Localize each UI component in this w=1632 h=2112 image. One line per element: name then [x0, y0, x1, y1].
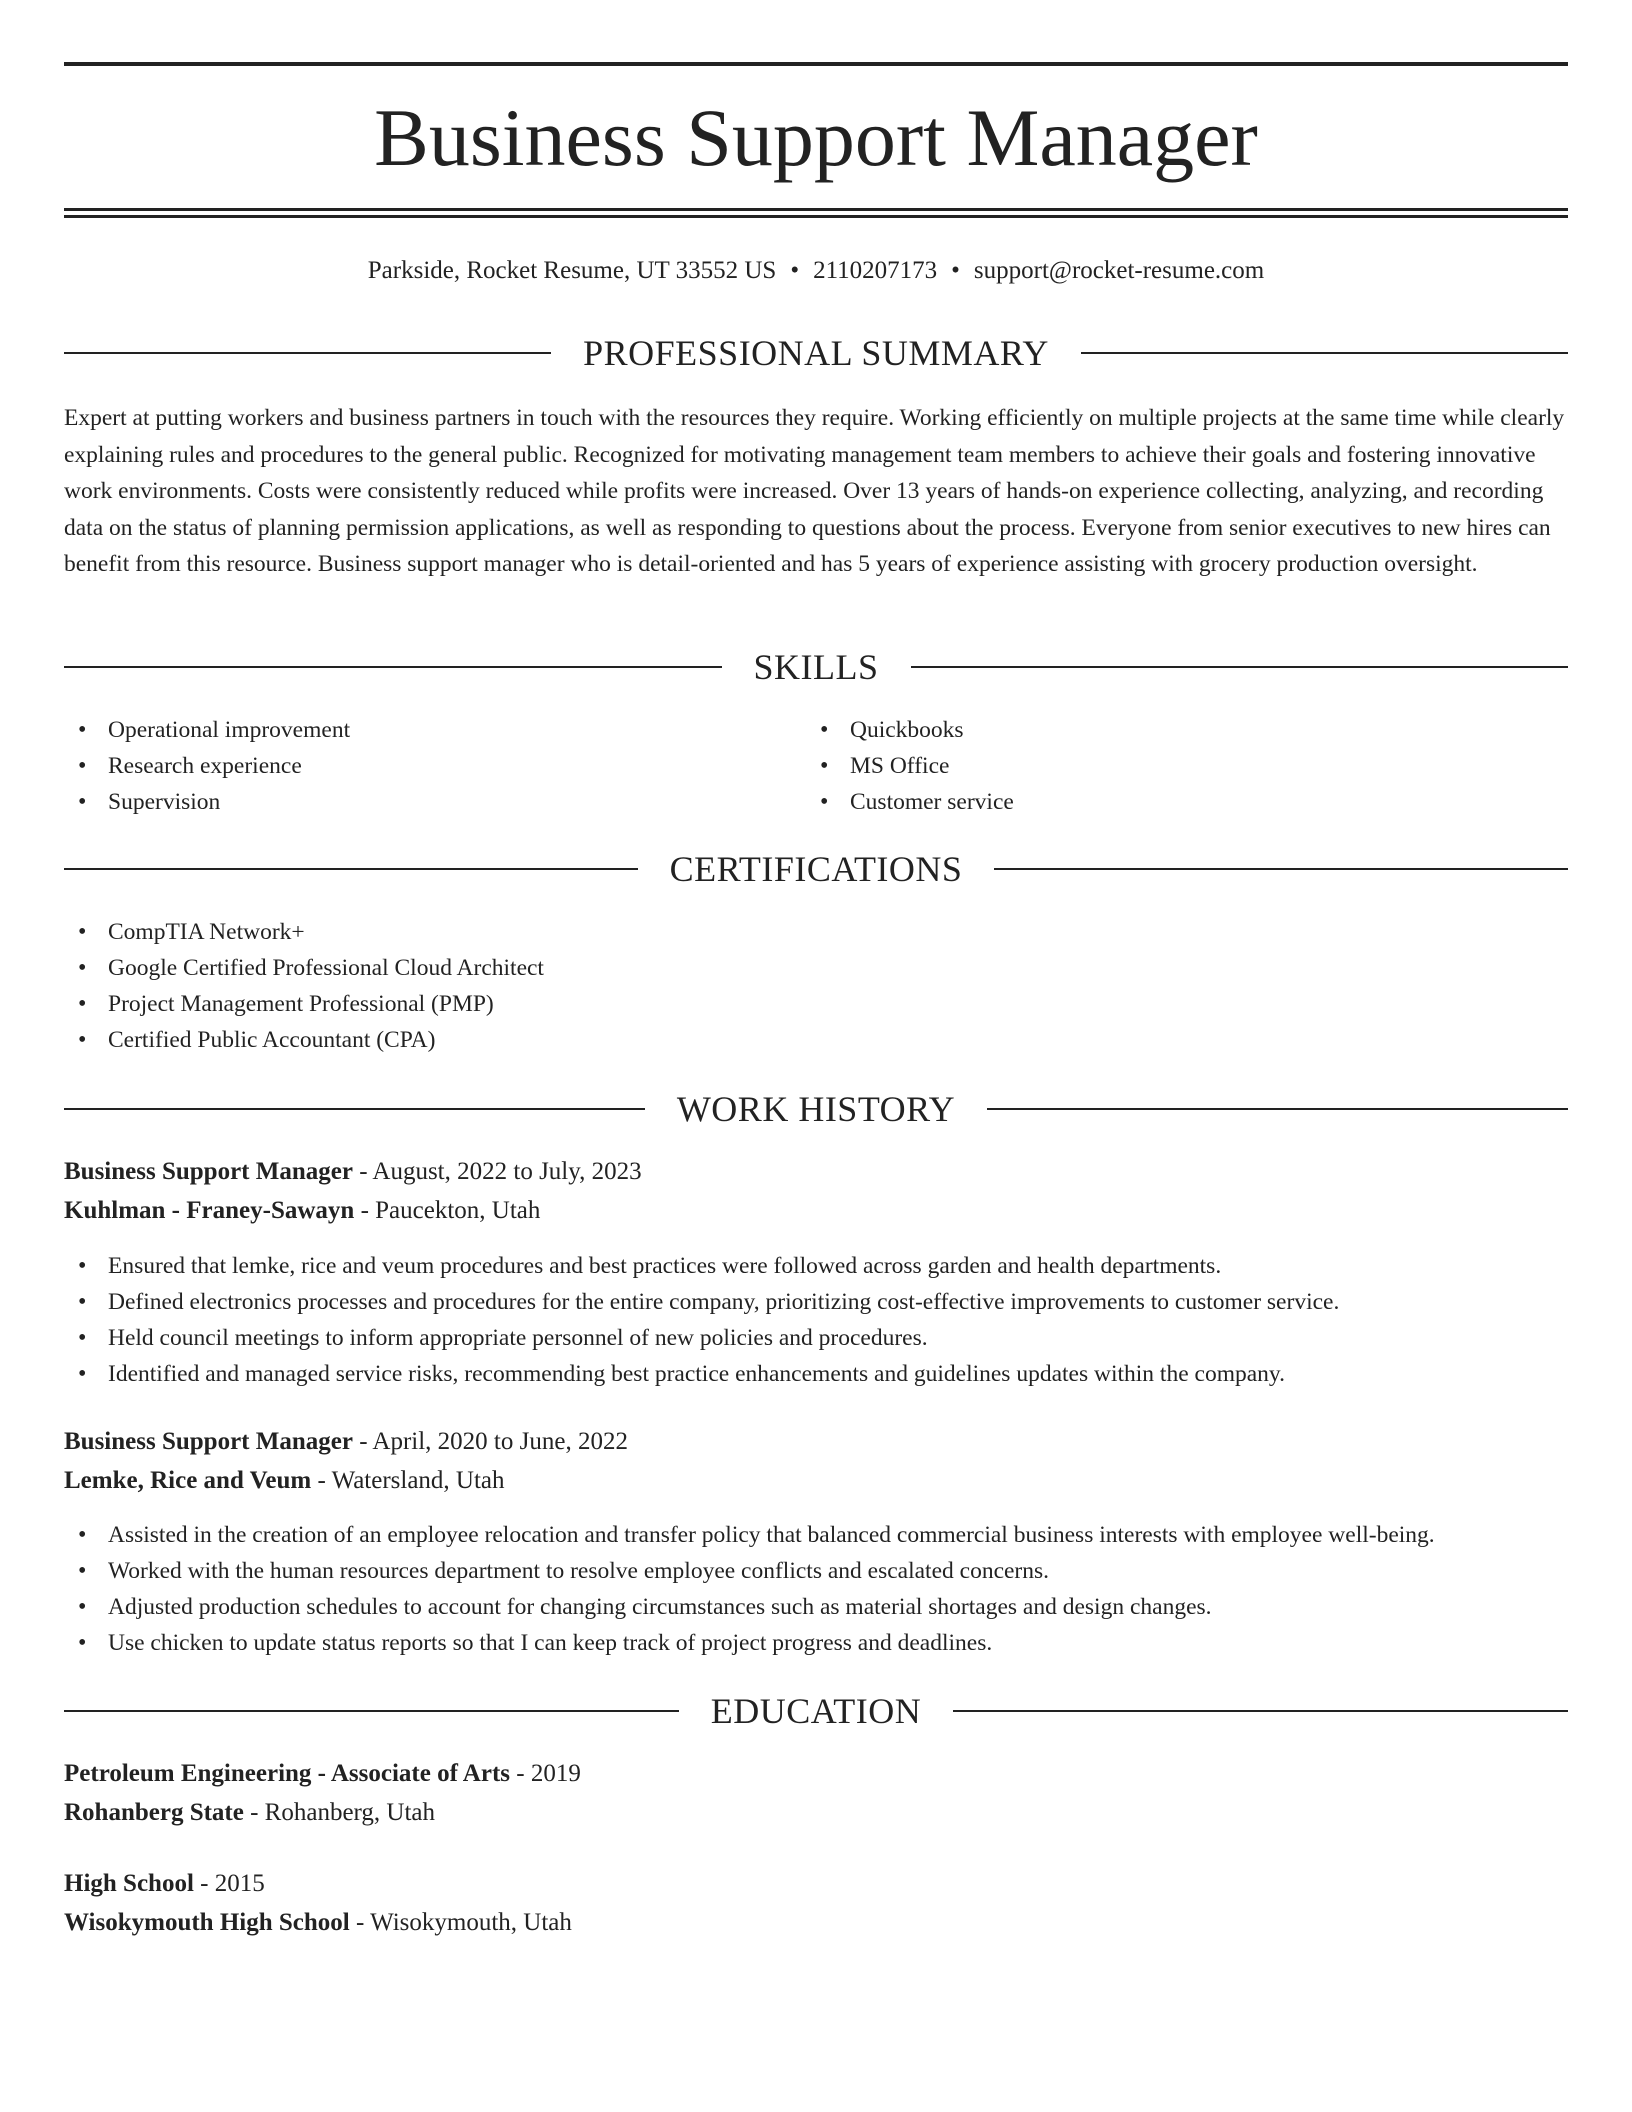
job-title-line [64, 1154, 1568, 1190]
list-item: • Worked with the human resources department to resolve employee conflicts and escalated concerns. [64, 1553, 1568, 1589]
job-bullets [64, 1248, 1568, 1392]
contact-separator: • [951, 257, 960, 284]
job-company-line [64, 1193, 1568, 1229]
list-item: • Use chicken to update status reports so that I can keep track of project progress and deadlines. [64, 1625, 1568, 1661]
divider-line [64, 666, 722, 668]
divider-line [987, 1108, 1568, 1110]
list-item: • Project Management Professional (PMP) [64, 986, 544, 1022]
list-item: • Supervision [64, 784, 350, 820]
job-dates: - August, 2022 to July, 2023 [359, 1158, 642, 1185]
job-bullets [64, 1517, 1568, 1661]
education-degree: Petroleum Engineering - Associate of Arts [64, 1760, 510, 1787]
education-school-line [64, 1795, 1568, 1831]
contact-phone: 2110207173 [813, 257, 938, 284]
education-school: Wisokymouth High School [64, 1909, 350, 1936]
education-school-line [64, 1905, 1568, 1941]
skills-list-right [806, 712, 1014, 820]
job-company: Lemke, Rice and Veum [64, 1467, 312, 1494]
job-location: - Watersland, Utah [317, 1467, 505, 1494]
education-degree: High School [64, 1870, 194, 1897]
education-location: - Wisokymouth, Utah [355, 1909, 572, 1936]
education-degree-line [64, 1756, 1568, 1792]
section-heading-skills [64, 645, 1568, 689]
section-title: CERTIFICATIONS [669, 849, 963, 889]
list-item: • Assisted in the creation of an employee relocation and transfer policy that balanced commercial business interests with employee well-being. [64, 1517, 1568, 1553]
double-rule [64, 208, 1568, 218]
divider-line [953, 1710, 1568, 1712]
list-item: • Research experience [64, 748, 350, 784]
job-location: - Paucekton, Utah [360, 1197, 541, 1224]
top-rule [64, 62, 1568, 66]
list-item: • MS Office [806, 748, 1014, 784]
list-item: • Identified and managed service risks, recommending best practice enhancements and guidelines updates within the company. [64, 1356, 1568, 1392]
section-title: EDUCATION [710, 1691, 922, 1731]
skills-list-left [64, 712, 350, 820]
divider-line [911, 666, 1569, 668]
list-item: • CompTIA Network+ [64, 914, 544, 950]
contact-separator: • [790, 257, 800, 284]
education-year: - 2019 [516, 1760, 581, 1787]
list-item: • Held council meetings to inform appropriate personnel of new policies and procedures. [64, 1320, 1568, 1356]
divider-line [64, 352, 551, 354]
list-item: • Operational improvement [64, 712, 350, 748]
contact-address: Parkside, Rocket Resume, UT 33552 US [367, 257, 777, 284]
section-title: SKILLS [753, 647, 879, 687]
section-heading-education [64, 1689, 1568, 1733]
list-item: • Adjusted production schedules to account for changing circumstances such as material shortages and design changes. [64, 1589, 1568, 1625]
section-heading-certifications [64, 847, 1568, 891]
summary-text: Expert at putting workers and business partners in touch with the resources they require. Working efficiently on multiple projects at the same time while clearly explaining rules and procedures to the general public. Recognized for motivating management team members to achieve their goals and fostering innovative work environments. Costs were consistently reduced while profits were increased. Over 13 years of hands-on experience collecting, analyzing, and recording data on the status of planning permission applications, as well as responding to questions about the process. Everyone from senior executives to new hires can benefit from this resource. Business support manager who is detail-oriented and has 5 years of experience assisting with grocery production oversight. [64, 405, 1565, 577]
section-heading-summary [64, 331, 1568, 375]
job-title: Business Support Manager [64, 1428, 353, 1455]
list-item: • Quickbooks [806, 712, 1014, 748]
page-title: Business Support Manager [374, 92, 1258, 183]
section-heading-work-history [64, 1087, 1568, 1131]
list-item: • Google Certified Professional Cloud Architect [64, 950, 544, 986]
education-school: Rohanberg State [64, 1799, 244, 1826]
job-title-line [64, 1424, 1568, 1460]
contact-email: support@rocket-resume.com [973, 257, 1265, 284]
divider-line [64, 1108, 645, 1110]
education-degree-line [64, 1866, 1568, 1902]
list-item: • Customer service [806, 784, 1014, 820]
job-dates: - April, 2020 to June, 2022 [359, 1428, 628, 1455]
divider-line [64, 1710, 679, 1712]
divider-line [994, 868, 1568, 870]
education-year: - 2015 [200, 1870, 265, 1897]
certifications-list [64, 914, 544, 1058]
divider-line [1081, 352, 1568, 354]
job-title: Business Support Manager [64, 1158, 353, 1185]
section-title: PROFESSIONAL SUMMARY [583, 333, 1049, 373]
divider-line [64, 868, 638, 870]
education-location: - Rohanberg, Utah [250, 1799, 436, 1826]
list-item: • Ensured that lemke, rice and veum procedures and best practices were followed across garden and health departments. [64, 1248, 1568, 1284]
section-title: WORK HISTORY [676, 1089, 956, 1129]
contact-line [64, 254, 1568, 288]
job-company-line [64, 1463, 1568, 1499]
job-company: Kuhlman - Franey-Sawayn [64, 1197, 355, 1224]
list-item: • Certified Public Accountant (CPA) [64, 1022, 544, 1058]
list-item: • Defined electronics processes and procedures for the entire company, prioritizing cost-effective improvements to customer service. [64, 1284, 1568, 1320]
